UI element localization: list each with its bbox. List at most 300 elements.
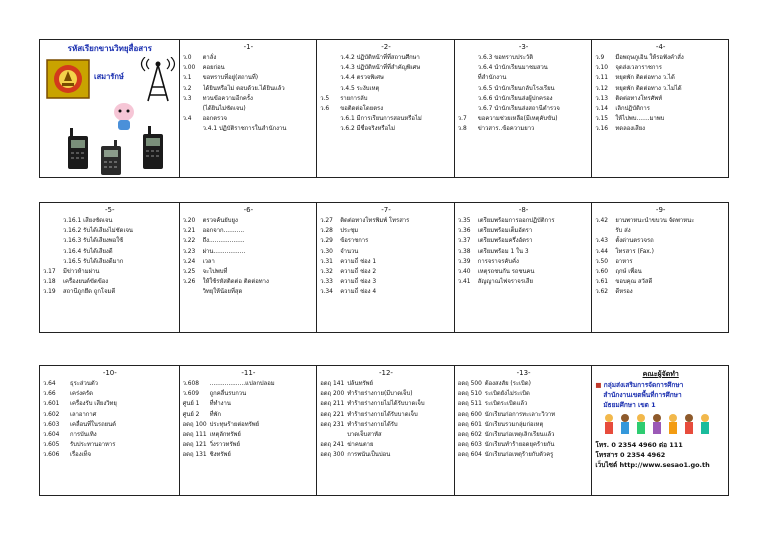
code-meaning: บาดเจ็บสาหัส — [347, 432, 382, 439]
code-row — [595, 114, 726, 124]
code-label: ว.25 — [182, 269, 196, 276]
code-meaning: ว.4.5 ระงับเหตุ — [340, 85, 380, 92]
code-label — [43, 226, 63, 236]
column-heading: -4- — [655, 43, 666, 51]
code-meaning: ขอความช่วยเหลือ(มีเหตุคับขัน) — [477, 116, 558, 123]
code-meaning: ชิงทรัพย์ — [209, 452, 231, 459]
code-row — [43, 267, 177, 277]
code-row — [320, 450, 452, 460]
code-row — [43, 389, 177, 399]
code-label: ว.0 — [182, 55, 192, 61]
code-meaning: ประชุม — [340, 228, 359, 235]
code-label: ว.30 — [320, 248, 333, 255]
code-meaning: ความถี่ ช่อง 1 — [340, 258, 377, 265]
code-meaning: สัญญาณไฟจราจรเสีย — [477, 279, 533, 286]
code-row — [320, 277, 452, 287]
code-label — [43, 216, 63, 226]
code-row — [43, 430, 177, 440]
code-meaning: ตรวจค้นยับยูง — [202, 218, 238, 224]
code-row — [595, 247, 726, 257]
code-meaning: ความถี่ ช่อง 4 — [340, 289, 377, 296]
code-label: ว.22 — [182, 238, 196, 245]
code-label: อดฤ 131 — [182, 452, 207, 459]
code-meaning: เรื่องเท็จ — [70, 452, 91, 459]
program-name: เสมารักษ์ — [94, 72, 124, 81]
credits-website[interactable]: เว็บไซต์ http://www.sesao1.go.th — [595, 461, 710, 469]
code-column-1 — [180, 40, 318, 177]
code-row — [320, 440, 452, 450]
code-row — [458, 450, 590, 460]
code-column-13 — [455, 366, 593, 495]
code-row — [43, 410, 177, 420]
code-row — [183, 53, 315, 63]
code-meaning: ว.4.4 ตรวจพิเศษ — [340, 75, 384, 82]
code-meaning: จะไปพบที่ — [202, 269, 228, 276]
code-label: ว.7 — [457, 116, 467, 123]
code-column-11 — [180, 366, 318, 495]
code-meaning: ...................แปลกปลอม — [209, 381, 275, 387]
code-label: อดฤ 100 — [182, 421, 207, 428]
code-row — [458, 104, 590, 114]
code-meaning: (ได้ยินไม่ชัดเจน) — [202, 106, 246, 113]
code-row — [458, 277, 590, 287]
code-row — [43, 450, 177, 460]
code-meaning: ขอทราบที่อยู่(สถานที่) — [202, 75, 259, 82]
code-meaning: ความถี่ ช่อง 3 — [340, 279, 377, 286]
code-label: ว.38 — [457, 248, 471, 255]
walkie-talkie-left-icon — [65, 128, 91, 170]
code-meaning: การจราจรคับคั่ง — [477, 258, 519, 265]
code-meaning: ข่าวสาร..ข้อความยาว — [477, 126, 535, 133]
column-heading: -11- — [241, 369, 256, 377]
code-meaning: ที่ทำงาน — [209, 401, 231, 408]
code-column-8 — [455, 203, 593, 332]
code-meaning: เตรียมพร้อมการออกปฏิบัติการ — [477, 218, 555, 224]
code-label: ว.21 — [182, 228, 196, 235]
code-column-6 — [180, 203, 318, 332]
code-meaning: ธุระส่วนตัว — [70, 381, 98, 387]
school-icon: ■ — [595, 381, 602, 389]
column-heading: -5- — [105, 206, 115, 214]
code-label: ว.28 — [320, 228, 333, 235]
code-meaning: เคร่งครัด — [70, 391, 93, 398]
code-meaning: ว.6.4 นำนักเรียนมาชมสวน — [477, 65, 548, 72]
code-label — [595, 226, 615, 236]
code-meaning: เครื่องรับ เสียงวิทยุ — [70, 401, 117, 408]
code-meaning: ให้ใช้รหัสติดต่อ ติดต่อทาง — [202, 279, 269, 286]
code-label — [43, 257, 63, 267]
code-meaning: คอยก่อน — [202, 65, 225, 72]
code-column-7 — [317, 203, 455, 332]
credits-phone: โทร. 0 2354 4960 ต่อ 111 — [595, 441, 683, 449]
code-meaning: ว.6.1 มีการเรียนการสอนหรือไม่ — [340, 116, 422, 123]
code-row — [595, 226, 726, 236]
code-label: ว.15 — [595, 116, 609, 123]
code-label: อดฤ 200 — [320, 391, 345, 398]
credits-org-line — [595, 380, 726, 390]
code-meaning: ผ่าน................. — [202, 248, 246, 255]
code-label: ว.11 — [595, 75, 609, 82]
code-label: ว.24 — [182, 258, 196, 265]
code-meaning: ว.6.3 ขอทราบประวัติ — [477, 55, 534, 61]
column-heading: -13- — [516, 369, 531, 377]
code-meaning: เตรียมพร้อมครึ่งอัตรา — [477, 238, 533, 245]
code-row — [320, 94, 452, 104]
code-meaning: ว.16.2 รับได้เสียงไม่ชัดเจน — [63, 228, 133, 235]
code-meaning: นักเรียนทำร้ายอดยุคร้ายกัน — [484, 442, 555, 449]
code-row — [595, 236, 726, 246]
code-label — [458, 104, 478, 114]
code-row — [43, 247, 177, 257]
column-heading: -9- — [655, 206, 666, 214]
code-row — [595, 267, 726, 277]
column-heading: -7- — [381, 206, 391, 214]
code-meaning: ที่พัก — [209, 411, 221, 418]
cartoon-mascot-icon — [110, 100, 138, 132]
code-meaning: หยุดพัก ติดต่อทาง ว.ได้ — [615, 75, 675, 82]
walkie-talkie-center-icon — [98, 140, 124, 176]
code-meaning: ทำร้ายร่างกายได้รับบาดเจ็บ — [347, 411, 418, 418]
code-row — [458, 73, 590, 83]
code-row — [183, 124, 315, 134]
column-heading: -2- — [381, 43, 391, 51]
code-row — [458, 257, 590, 267]
code-meaning: ปล้นทรัพย์ — [347, 381, 373, 387]
credits-cell — [592, 366, 728, 495]
code-label: ว.8 — [457, 126, 467, 133]
credits-office: สำนักงานเขตพื้นที่การศึกษา — [603, 391, 682, 399]
code-row — [43, 379, 177, 389]
code-meaning: ติดต่อทางโทรพิมพ์ โทรสาร — [340, 218, 410, 224]
code-meaning: ว.16.5 รับได้เสียงดีมาก — [63, 258, 124, 265]
code-meaning: เคลื่อนที่ในรถยนต์ — [70, 421, 116, 428]
code-row — [183, 73, 315, 83]
code-label: ว.12 — [595, 85, 609, 92]
code-meaning: หยุดพัก ติดต่อทาง ว.ไม่ได้ — [615, 85, 682, 92]
code-meaning: ออกตรวจ — [202, 116, 227, 123]
code-meaning: ว.4.2 ปฏิบัติหน้าที่ที่สถานศึกษา — [340, 55, 420, 61]
code-row — [183, 430, 315, 440]
code-label: ว.27 — [320, 218, 333, 224]
code-row — [320, 236, 452, 246]
code-row — [320, 267, 452, 277]
code-meaning: ประทุษร้ายต่อทรัพย์ — [209, 421, 260, 428]
code-label: อดฤ 510 — [457, 391, 482, 398]
code-label — [183, 124, 203, 134]
code-row — [458, 53, 590, 63]
code-label: อดฤ 511 — [457, 401, 482, 408]
code-meaning: ทำร้ายร่างกายไม่ได้รับบาดเจ็บ — [347, 401, 425, 408]
code-meaning: ทดลองเสียง — [615, 126, 646, 133]
code-row — [183, 247, 315, 257]
code-meaning: เวลา — [202, 258, 215, 265]
code-row — [458, 226, 590, 236]
code-row — [183, 63, 315, 73]
code-label: ว.20 — [182, 218, 196, 224]
code-label — [320, 114, 340, 124]
code-label: ว.5 — [320, 95, 330, 102]
code-meaning: ว.4.1 ปฏิบัติราชการในสำนักงาน — [202, 126, 287, 133]
code-label: ศูนย์ 1 — [182, 401, 200, 408]
code-label: อดฤ 300 — [320, 452, 345, 459]
code-meaning: ฆ่าคนตาย — [347, 442, 374, 449]
code-label: ว.16 — [595, 126, 609, 133]
code-meaning: นักเรียนรวมกลุ่มก่อเหตุ — [484, 421, 544, 428]
code-row — [43, 216, 177, 226]
code-meaning: ระเบิดระเบิดแล้ว — [484, 401, 528, 408]
code-meaning: ยานพาหนะนำขบวน จัดพาหนะ — [615, 218, 695, 224]
code-row — [43, 257, 177, 267]
column-heading: -6- — [243, 206, 254, 214]
code-label: ว.62 — [595, 289, 609, 296]
code-meaning: ฤกษ์ เพื่อน — [615, 269, 642, 276]
code-meaning: รับประทานอาหาร — [70, 442, 116, 449]
code-meaning: ตั้งด่านตรวจรถ — [615, 238, 654, 245]
code-row — [595, 94, 726, 104]
code-label: อดฤ 121 — [182, 442, 207, 449]
code-row — [183, 450, 315, 460]
code-label: ว.32 — [320, 269, 333, 276]
code-label: ว.66 — [43, 391, 56, 398]
credits-district: มัธยมศึกษา เขต 1 — [603, 401, 656, 409]
code-label: ว.26 — [182, 279, 196, 286]
code-meaning: เหตุรถชนกัน รถชนคน — [477, 269, 535, 276]
code-row — [183, 277, 315, 287]
code-row — [595, 257, 726, 267]
code-meaning: ว.6.5 นำนักเรียนกลับโรงเรียน — [477, 85, 555, 92]
code-label — [458, 84, 478, 94]
code-row — [183, 410, 315, 420]
code-meaning: การพนันเป็นบ่อน — [347, 452, 391, 459]
code-label: ว.17 — [43, 269, 56, 276]
code-label: อดฤ 601 — [457, 421, 482, 428]
code-meaning: ถูกคลื่นรบกวน — [209, 391, 247, 398]
code-meaning: วิ่งราวทรัพย์ — [209, 442, 240, 449]
code-meaning: จุดส่งเวลาราชการ — [615, 65, 662, 72]
code-row — [320, 226, 452, 236]
code-label: ว.35 — [457, 218, 471, 224]
children-illustration-icon — [599, 412, 719, 438]
code-meaning: รายการลับ — [340, 95, 368, 102]
code-meaning: ได้ยินหรือไม่ ตอบด้วย.ได้ยินแล้ว — [202, 85, 285, 92]
code-meaning: เลิกปฏิบัติการ — [615, 106, 650, 113]
code-meaning: เลาอากาศ — [70, 411, 97, 418]
code-label — [320, 63, 340, 73]
code-meaning: ว.6.7 นำนักเรียนส่งสถานีตำรวจ — [477, 106, 560, 113]
code-row — [183, 440, 315, 450]
code-row — [458, 84, 590, 94]
code-row — [595, 73, 726, 83]
code-label: ว.42 — [595, 218, 609, 224]
code-row — [183, 389, 315, 399]
code-label: ว.40 — [457, 269, 471, 276]
code-label — [320, 124, 340, 134]
code-row — [43, 226, 177, 236]
code-row — [183, 287, 315, 297]
code-row — [595, 63, 726, 73]
code-row — [183, 236, 315, 246]
code-meaning: เตรียมพร้อม 1 ใน 3 — [477, 248, 529, 255]
code-label: ว.50 — [595, 258, 609, 265]
walkie-talkie-right-icon — [140, 126, 166, 170]
code-meaning: ถึง................... — [202, 238, 245, 245]
code-column-12 — [317, 366, 455, 495]
code-meaning: ที่สำนักงาน — [477, 75, 507, 82]
code-row — [595, 216, 726, 226]
code-label: ว.41 — [457, 279, 471, 286]
code-row — [43, 287, 177, 297]
code-meaning: ว.4.3 ปฏิบัติหน้าที่ที่สำคัญพิเศษ — [340, 65, 421, 72]
code-label: ว.3 — [182, 95, 192, 102]
code-label: ว.609 — [182, 391, 200, 398]
emblem-icon — [46, 59, 90, 99]
code-label: ว.23 — [182, 248, 196, 255]
code-row — [320, 247, 452, 257]
code-meaning: ทำร้ายร่างกาย(มีบาดเจ็บ) — [347, 391, 413, 398]
table-title: รหัสเรียกขานวิทยุสื่อสาร — [67, 44, 152, 53]
code-meaning: ขอบคุณ สวัสดี — [615, 279, 653, 286]
code-meaning: นักเรียนก่อเหตุร้ายกับตัวครู — [484, 452, 554, 459]
code-row — [320, 420, 452, 430]
code-row — [183, 267, 315, 277]
code-label: ศูนย์ 2 — [182, 411, 200, 418]
code-label: ว.9 — [595, 55, 605, 61]
code-row — [458, 420, 590, 430]
code-row — [320, 257, 452, 267]
code-column-4 — [592, 40, 728, 177]
code-label: ว.4 — [182, 116, 192, 123]
code-label: ว.00 — [182, 65, 196, 72]
code-meaning: ขอติดต่อโดยตรง — [340, 106, 384, 113]
code-meaning: ว.6.6 นำนักเรียนส่งผู้ปกครอง — [477, 95, 553, 102]
code-label: ว.603 — [43, 421, 60, 428]
code-label: ว.2 — [182, 85, 192, 92]
code-label — [320, 84, 340, 94]
column-heading: -3- — [518, 43, 529, 51]
code-meaning: ดีหรอง — [615, 289, 633, 296]
code-meaning: สถานีถูกยึด ถูกโจมตี — [63, 289, 116, 296]
column-heading: -12- — [379, 369, 393, 377]
code-row — [183, 114, 315, 124]
code-row — [320, 104, 452, 114]
code-label: อดฤ 241 — [320, 442, 345, 449]
code-label: ว.44 — [595, 248, 609, 255]
code-meaning: ติดต่อทางโทรศัพท์ — [615, 95, 663, 102]
code-row — [320, 410, 452, 420]
code-label: ว.601 — [43, 401, 60, 408]
code-meaning: รับ ส่ง — [615, 228, 631, 235]
code-label — [458, 63, 478, 73]
code-row — [458, 236, 590, 246]
code-label: อดฤ 603 — [457, 442, 482, 449]
code-label: ว.10 — [595, 65, 609, 72]
code-meaning: วิทยุให้น้อยที่สุด — [202, 289, 243, 296]
code-label — [43, 247, 63, 257]
code-row — [183, 226, 315, 236]
code-column-2 — [317, 40, 455, 177]
code-row — [458, 389, 590, 399]
code-row — [183, 420, 315, 430]
code-row — [320, 63, 452, 73]
code-label — [183, 287, 203, 297]
code-row — [458, 247, 590, 257]
code-label — [458, 94, 478, 104]
code-column-9 — [592, 203, 728, 332]
code-label: ว.61 — [595, 279, 609, 286]
code-meaning: ว.16.3 รับได้เสียงพอใช้ — [63, 238, 124, 245]
code-row — [458, 124, 590, 134]
code-label: ว.6 — [320, 106, 330, 113]
code-meaning: ข้อราชการ — [340, 238, 369, 245]
code-row — [595, 53, 726, 63]
code-label: ว.37 — [457, 238, 471, 245]
code-label: อดฤ 211 — [320, 401, 345, 408]
code-label: ว.33 — [320, 279, 333, 286]
code-meaning: นักเรียนก่อการทะเลาะวิวาท — [484, 411, 556, 418]
code-meaning: ทวนข้อความอีกครั้ง — [202, 95, 253, 102]
code-label — [183, 104, 203, 114]
code-row — [183, 399, 315, 409]
column-heading: -1- — [243, 43, 254, 51]
code-row — [595, 287, 726, 297]
code-meaning: ทำร้ายร่างกายได้รับ — [347, 421, 398, 428]
code-label: ว.64 — [43, 381, 56, 387]
code-row — [320, 124, 452, 134]
code-label: ว.605 — [43, 442, 60, 449]
code-row — [320, 53, 452, 63]
code-row — [595, 104, 726, 114]
code-label: อดฤ 604 — [457, 452, 482, 459]
code-label: ว.604 — [43, 432, 60, 439]
code-label: ว.1 — [182, 75, 192, 82]
code-label: ว.31 — [320, 258, 333, 265]
code-meaning: มือพฤษภูเอิน ให้รอฟังคำสั่ง — [615, 55, 684, 61]
code-meaning: เตรียมพร้อมเต็มอัตรา — [477, 228, 533, 235]
code-meaning: ให้ไปพบ.......มาพบ — [615, 116, 665, 123]
code-label: ว.60 — [595, 269, 609, 276]
code-meaning: ต้องสงสัย (ระเบิด) — [484, 381, 531, 387]
code-meaning: ว.16.4 รับได้เสียงดี — [63, 248, 113, 255]
code-row — [458, 430, 590, 440]
code-label: ว.14 — [595, 106, 609, 113]
code-row — [43, 236, 177, 246]
code-meaning: ออกจาก........... — [202, 228, 245, 235]
code-row — [595, 124, 726, 134]
code-label — [458, 73, 478, 83]
code-label: อดฤ 221 — [320, 411, 345, 418]
code-row — [458, 216, 590, 226]
antenna-tower-icon — [140, 57, 176, 102]
code-meaning: โทรสาร (Fax.) — [615, 248, 654, 255]
code-table-row-1 — [39, 39, 729, 178]
code-label — [320, 73, 340, 83]
credits-title: คณะผู้จัดทำ — [642, 370, 679, 378]
code-row — [595, 277, 726, 287]
code-row — [43, 277, 177, 287]
code-row — [458, 379, 590, 389]
code-meaning: มีข่าวห้ามผ่าน — [63, 269, 100, 276]
code-row — [320, 73, 452, 83]
code-row — [43, 399, 177, 409]
code-row — [320, 389, 452, 399]
code-meaning: ความถี่ ช่อง 2 — [340, 269, 377, 276]
code-row — [320, 84, 452, 94]
code-row — [183, 104, 315, 114]
code-meaning: เหตุลักทรัพย์ — [209, 432, 241, 439]
code-row — [458, 114, 590, 124]
code-row — [43, 420, 177, 430]
code-label — [43, 236, 63, 246]
